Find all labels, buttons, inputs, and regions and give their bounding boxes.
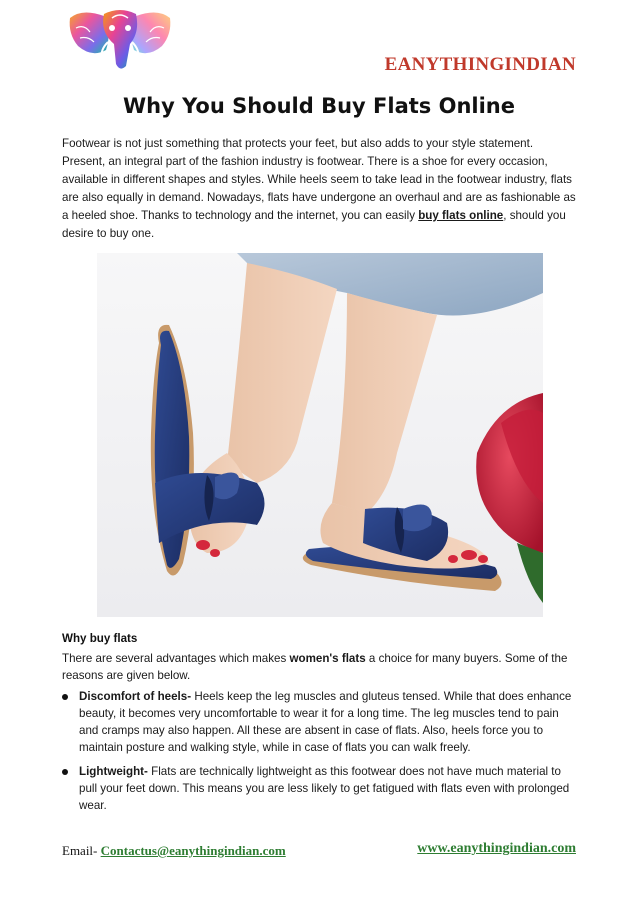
intro-paragraph bbox=[62, 135, 578, 243]
footer-email bbox=[62, 843, 286, 859]
elephant-logo-icon bbox=[60, 6, 180, 74]
footer-website bbox=[417, 841, 576, 857]
bullet-icon bbox=[62, 769, 68, 775]
bullet-icon bbox=[62, 694, 68, 700]
bullet-text: Flats are technically lightweight as this footwear does not have much material to pull your feet down. This means you are less likely to get fatigued with flats even with prolonged wear. bbox=[79, 765, 570, 812]
bullet-title: Discomfort of heels- bbox=[79, 690, 192, 703]
advantages-paragraph bbox=[62, 650, 578, 684]
bullet-text: Heels keep the leg muscles and gluteus tensed. While that does enhance beauty, it becomes very uncomfortable to wear it for a long time. The leg muscles tend to pain and cramps may also happen. All these are absent in case of flats. Also, heels force you to maintain posture and walking style, while in case of flats you can walk freely. bbox=[79, 690, 572, 754]
para-end-text: a choice for many buyers. Some of the reasons are given below. bbox=[62, 652, 568, 682]
page-title: Why You Should Buy Flats Online bbox=[123, 94, 515, 118]
reasons-list bbox=[62, 688, 578, 821]
sandals-hero-image bbox=[97, 253, 543, 617]
website-link[interactable]: www.eanythingindian.com bbox=[417, 841, 576, 856]
intro-text: Footwear is not just something that protects your feet, but also adds to your style statement. Present, an integral part of the fashion industry is footwear. There is a shoe for every occasion, available in different shapes and styles. While heels seem to take lead in the footwear industry, flats are also equally in demand. Nowadays, flats have undergone an overhaul and are as fashionable as a heeled shoe. Thanks to technology and the internet, you can easily bbox=[62, 137, 576, 222]
list-item bbox=[62, 688, 578, 756]
brand-name: EANYTHINGINDIAN bbox=[384, 54, 576, 75]
email-link[interactable]: Contactus@eanythingindian.com bbox=[100, 843, 286, 858]
bullet-title: Lightweight- bbox=[79, 765, 148, 778]
para-start-text: There are several advantages which makes bbox=[62, 652, 290, 665]
section-heading: Why buy flats bbox=[62, 632, 138, 645]
buy-flats-online-link[interactable]: buy flats online bbox=[418, 209, 504, 222]
womens-flats-emphasis: women's flats bbox=[289, 652, 366, 665]
list-item bbox=[62, 763, 578, 814]
email-label: Email- bbox=[62, 843, 101, 858]
intro-end-text: , should you desire to buy one. bbox=[62, 209, 566, 240]
